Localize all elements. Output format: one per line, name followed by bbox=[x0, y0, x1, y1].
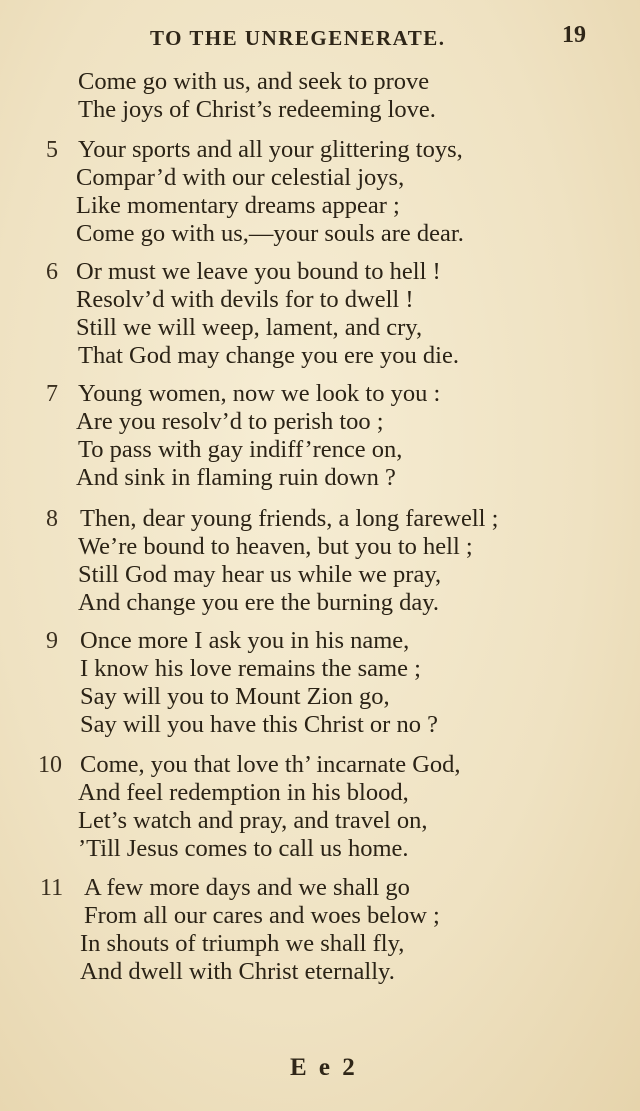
verse-line: And change you ere the burning day. bbox=[78, 589, 440, 616]
verse-line: Young women, now we look to you : bbox=[78, 380, 441, 407]
verse-line: ’Till Jesus comes to call us home. bbox=[78, 835, 409, 862]
verse-line: Say will you to Mount Zion go, bbox=[80, 683, 390, 710]
verse-line: Say will you have this Christ or no ? bbox=[80, 711, 438, 738]
verse-line: Still God may hear us while we pray, bbox=[78, 561, 442, 588]
stanza-number: 7 bbox=[46, 381, 58, 407]
verse-line: Come go with us,—your souls are dear. bbox=[76, 220, 464, 247]
verse-line: We’re bound to heaven, but you to hell ; bbox=[78, 533, 473, 560]
verse-line: Compar’d with our celestial joys, bbox=[76, 164, 405, 191]
verse-line: And dwell with Christ eternally. bbox=[80, 958, 395, 985]
verse-line: Like momentary dreams appear ; bbox=[76, 192, 400, 219]
verse-line: A few more days and we shall go bbox=[84, 874, 410, 901]
page-number: 19 bbox=[562, 22, 586, 48]
verse-line: The joys of Christ’s redeeming love. bbox=[78, 96, 436, 123]
verse-line: To pass with gay indiff’rence on, bbox=[78, 436, 403, 463]
running-title: TO THE UNREGENERATE. bbox=[150, 26, 446, 50]
verse-line: Your sports and all your glittering toys, bbox=[78, 136, 463, 163]
verse-line: And feel redemption in his blood, bbox=[78, 779, 409, 806]
stanza-number: 8 bbox=[46, 506, 58, 532]
verse-line: Or must we leave you bound to hell ! bbox=[76, 258, 441, 285]
verse-line: From all our cares and woes below ; bbox=[84, 902, 440, 929]
verse-line: And sink in flaming ruin down ? bbox=[76, 464, 396, 491]
stanza-number: 10 bbox=[38, 752, 62, 778]
verse-line: Resolv’d with devils for to dwell ! bbox=[76, 286, 414, 313]
verse-line: Are you resolv’d to perish too ; bbox=[76, 408, 384, 435]
stanza-number: 11 bbox=[40, 875, 64, 901]
verse-line: I know his love remains the same ; bbox=[80, 655, 421, 682]
verse-line: That God may change you ere you die. bbox=[78, 342, 459, 369]
verse-line: In shouts of triumph we shall fly, bbox=[80, 930, 405, 957]
verse-line: Once more I ask you in his name, bbox=[80, 627, 410, 654]
verse-line: Come go with us, and seek to prove bbox=[78, 68, 430, 95]
verse-line: Then, dear young friends, a long farewell ; bbox=[80, 505, 499, 532]
stanza-number: 9 bbox=[46, 628, 58, 654]
stanza-number: 5 bbox=[46, 137, 58, 163]
stanza-number: 6 bbox=[46, 259, 58, 285]
verse-line: Come, you that love th’ incarnate God, bbox=[80, 751, 461, 778]
verse-line: Still we will weep, lament, and cry, bbox=[76, 314, 423, 341]
signature-mark: E e 2 bbox=[290, 1054, 358, 1081]
verse-line: Let’s watch and pray, and travel on, bbox=[78, 807, 428, 834]
